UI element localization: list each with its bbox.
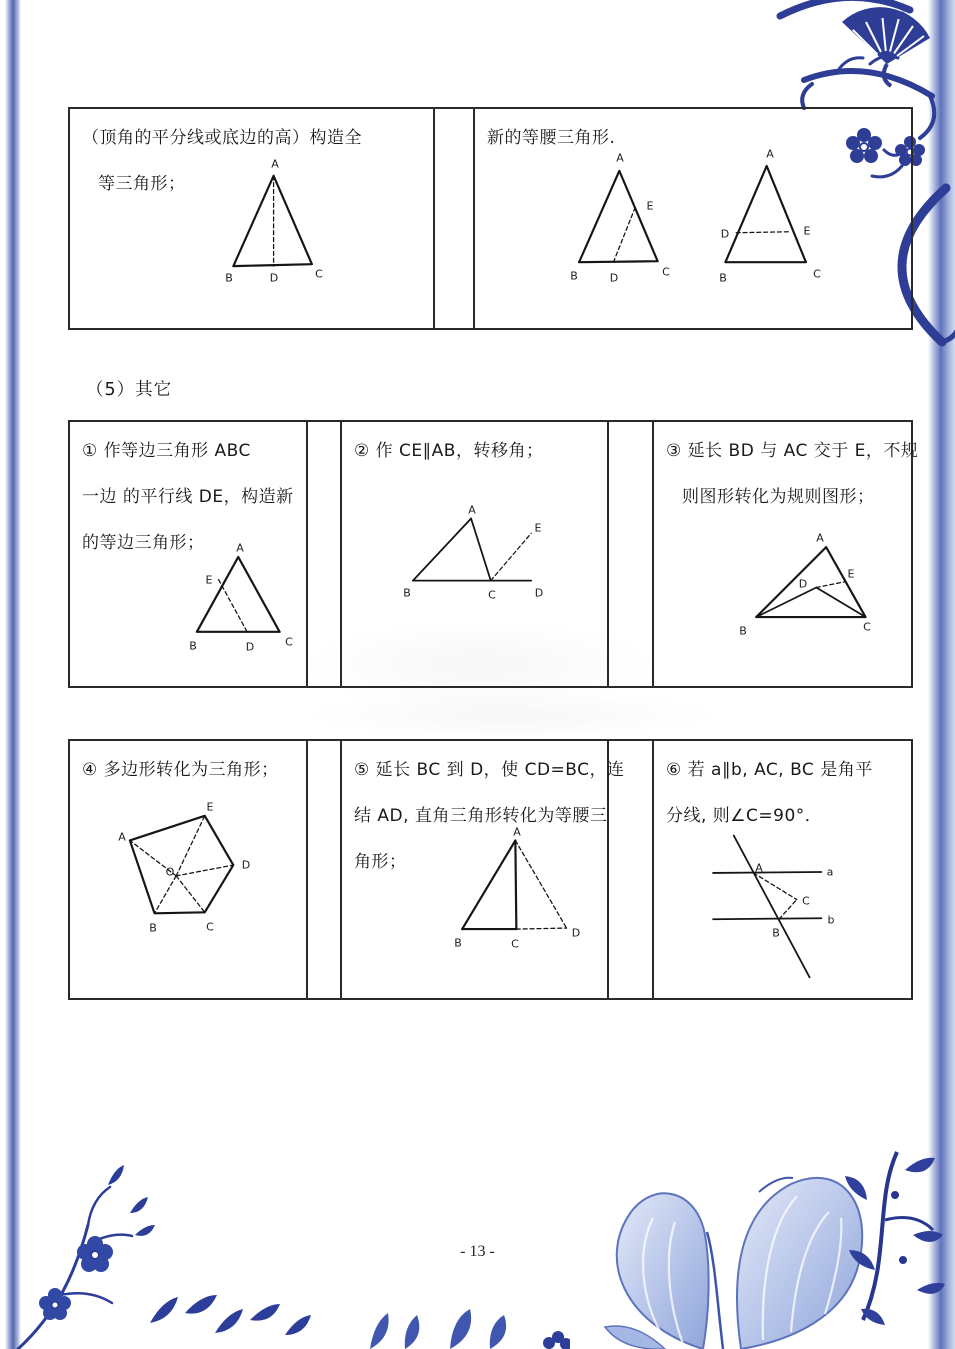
vertex-label: B bbox=[772, 926, 780, 940]
vertex-label: C bbox=[488, 588, 496, 602]
vertex-label: C bbox=[206, 920, 214, 934]
vertex-label: A bbox=[816, 531, 824, 545]
vertex-label: A bbox=[118, 830, 126, 844]
vertex-label: D bbox=[798, 577, 808, 591]
cell-top-right bbox=[475, 109, 911, 328]
vertex-label: D bbox=[269, 271, 279, 285]
cell-method-5 bbox=[342, 741, 625, 998]
cell-method-1 bbox=[70, 422, 308, 686]
cell-gap bbox=[308, 422, 342, 686]
vertex-label: D bbox=[571, 926, 581, 940]
table-isosceles-construction bbox=[68, 107, 913, 330]
cell-text-line: 等三角形； bbox=[98, 174, 186, 194]
cell-text-line: ③ 延长 BD 与 AC 交于 E，不规 bbox=[666, 441, 919, 461]
fan-icon bbox=[842, 7, 930, 64]
vertex-label: B bbox=[149, 921, 157, 935]
vertex-label: O bbox=[165, 865, 175, 879]
cell-text-line: ④ 多边形转化为三角形； bbox=[82, 760, 279, 780]
vertex-label: A bbox=[513, 825, 521, 839]
vertex-label: B bbox=[454, 936, 462, 950]
scan-smudge bbox=[300, 690, 720, 740]
vertex-label: A bbox=[616, 151, 624, 165]
vertex-label: a bbox=[826, 865, 834, 879]
vertex-label: E bbox=[205, 573, 213, 587]
vertex-label: D bbox=[534, 586, 544, 600]
cell-text-line: ⑥ 若 a∥b, AC, BC 是角平 bbox=[666, 760, 873, 780]
vertex-label: A bbox=[236, 541, 244, 555]
cell-text-line: 则图形转化为规则图形； bbox=[682, 487, 875, 507]
cell-gap bbox=[609, 422, 654, 686]
cell-text-line: ② 作 CE∥AB，转移角； bbox=[354, 441, 544, 461]
vertex-label: B bbox=[189, 639, 197, 653]
vertex-label: D bbox=[245, 640, 255, 654]
vertex-label: D bbox=[241, 858, 251, 872]
cell-text-line: ⑤ 延长 BC 到 D，使 CD=BC，连 bbox=[354, 760, 625, 780]
vertex-label: D bbox=[609, 271, 619, 285]
cell-method-4 bbox=[70, 741, 308, 998]
vertex-label: B bbox=[225, 271, 233, 285]
vertex-label: B bbox=[739, 624, 747, 638]
vertex-label: C bbox=[511, 937, 519, 951]
cell-text-line: 结 AD, 直角三角形转化为等腰三 bbox=[354, 806, 608, 826]
cell-text-line: 分线, 则∠C=90°． bbox=[666, 806, 823, 826]
vertex-label: A bbox=[755, 861, 763, 875]
table-other-methods-row2 bbox=[68, 739, 913, 1000]
vertex-label: b bbox=[827, 913, 835, 927]
vertex-label: E bbox=[206, 800, 214, 814]
cell-gap bbox=[308, 741, 342, 998]
cell-gap bbox=[435, 109, 475, 328]
vertex-label: D bbox=[720, 227, 730, 241]
right-border-stripe bbox=[928, 0, 955, 1349]
vertex-label: C bbox=[863, 620, 871, 634]
cell-method-2 bbox=[342, 422, 609, 686]
cell-text-line: 的等边三角形； bbox=[82, 533, 205, 553]
cell-text-line: ① 作等边三角形 ABC bbox=[82, 441, 251, 461]
cell-text-line: 角形； bbox=[354, 852, 407, 872]
table-other-methods-row1 bbox=[68, 420, 919, 688]
vertex-label: E bbox=[803, 224, 811, 238]
vertex-label: B bbox=[570, 269, 578, 283]
cell-method-3 bbox=[654, 422, 928, 686]
vertex-label: E bbox=[534, 521, 542, 535]
cell-method-6 bbox=[654, 741, 911, 998]
vertex-label: B bbox=[403, 586, 411, 600]
vertex-label: C bbox=[662, 265, 670, 279]
vertex-label: E bbox=[646, 199, 654, 213]
vertex-label: A bbox=[468, 503, 476, 517]
vertex-label: C bbox=[285, 635, 293, 649]
cell-text-line: 新的等腰三角形. bbox=[487, 128, 616, 148]
vertex-label: E bbox=[847, 567, 855, 581]
left-border-stripe bbox=[5, 0, 21, 1349]
vertex-label: B bbox=[719, 271, 727, 285]
vertex-label: A bbox=[766, 147, 774, 161]
vertex-label: C bbox=[802, 894, 810, 908]
page-number: - 13 - bbox=[460, 1243, 495, 1260]
vertex-label: C bbox=[813, 267, 821, 281]
cell-text-line: 一边 的平行线 DE，构造新 bbox=[82, 487, 294, 507]
leaf-cluster-icon bbox=[330, 1285, 570, 1349]
vertex-label: C bbox=[315, 267, 323, 281]
section-heading-5: （5）其它 bbox=[86, 380, 173, 400]
cell-top-left bbox=[70, 109, 435, 328]
cell-text-line: （顶角的平分线或底边的高）构造全 bbox=[82, 128, 362, 148]
vertex-label: A bbox=[271, 157, 279, 171]
